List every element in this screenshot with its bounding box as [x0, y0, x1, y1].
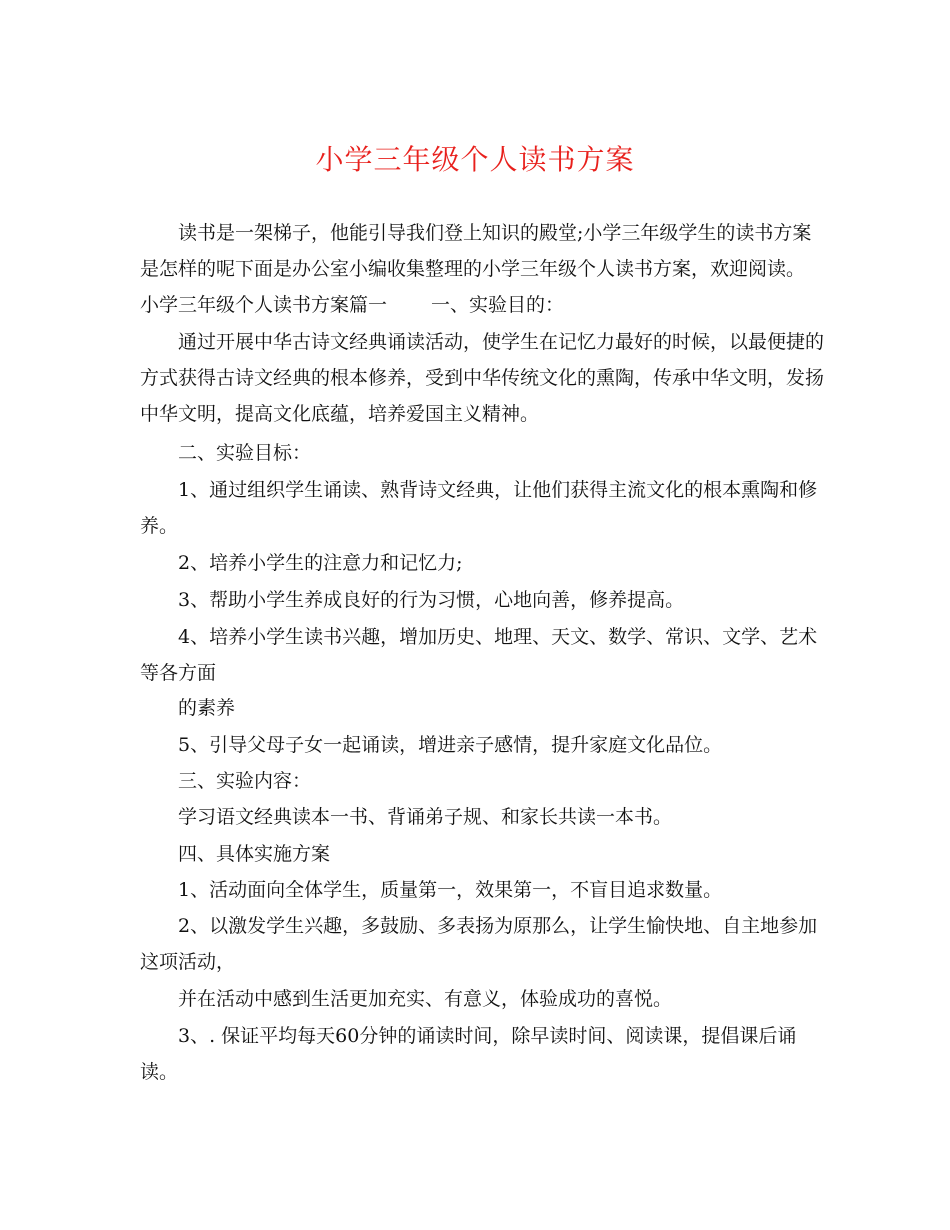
section1-body-line-3: 中华文明，提高文化底蕴，培养爱国主义精神。 [140, 403, 540, 425]
goal-1-line-1: 1、通过组织学生诵读、熟背诗文经典，让他们获得主流文化的根本熏陶和修 [178, 479, 818, 501]
step-2-line-2: 这项活动， [140, 951, 236, 973]
plan-heading-row [140, 292, 564, 318]
goal-1-line-2: 养。 [140, 515, 179, 537]
step-2-line-1: 2、以激发学生兴趣，多鼓励、多表扬为原那么，让学生愉快地、自主地参加 [178, 915, 818, 937]
section3-body: 学习语文经典读本一书、背诵弟子规、和家长共读一本书。 [178, 806, 673, 828]
section1-body-line-1: 通过开展中华古诗文经典诵读活动，使学生在记忆力最好的时候，以最便捷的 [178, 331, 825, 353]
step-3-line-1: 3、. 保证平均每天60分钟的诵读时间，除早读时间、阅读课，提倡课后诵 [178, 1025, 797, 1047]
plan-heading: 小学三年级个人读书方案篇一 [140, 294, 388, 316]
intro-line-2: 是怎样的呢下面是办公室小编收集整理的小学三年级个人读书方案，欢迎阅读。 [140, 258, 806, 280]
intro-line-1: 读书是一架梯子，他能引导我们登上知识的殿堂;小学三年级学生的读书方案 [178, 222, 812, 244]
goal-4-line-1: 4、培养小学生读书兴趣，增加历史、地理、天文、数学、常识、文学、艺术 [178, 626, 818, 648]
section4-heading: 四、具体实施方案 [178, 843, 331, 865]
step-1: 1、活动面向全体学生，质量第一，效果第一，不盲目追求数量。 [178, 879, 723, 901]
step-2-line-3: 并在活动中感到生活更加充实、有意义，体验成功的喜悦。 [178, 988, 673, 1010]
goal-4-line-3: 的素养 [178, 697, 236, 719]
section1-body-line-2: 方式获得古诗文经典的根本修养，受到中华传统文化的熏陶，传承中华文明，发扬 [140, 367, 825, 389]
step-3-line-2: 读。 [140, 1061, 179, 1083]
goal-5: 5、引导父母子女一起诵读，增进亲子感情，提升家庭文化品位。 [178, 734, 723, 756]
section2-heading: 二、实验目标： [178, 442, 312, 464]
section1-heading: 一、实验目的： [431, 294, 565, 316]
goal-2: 2、培养小学生的注意力和记忆力; [178, 552, 463, 574]
section3-heading: 三、实验内容： [178, 770, 312, 792]
goal-4-line-2: 等各方面 [140, 662, 217, 684]
goal-3: 3、帮助小学生养成良好的行为习惯，心地向善，修养提高。 [178, 589, 685, 611]
document-title: 小学三年级个人读书方案 [315, 143, 635, 176]
